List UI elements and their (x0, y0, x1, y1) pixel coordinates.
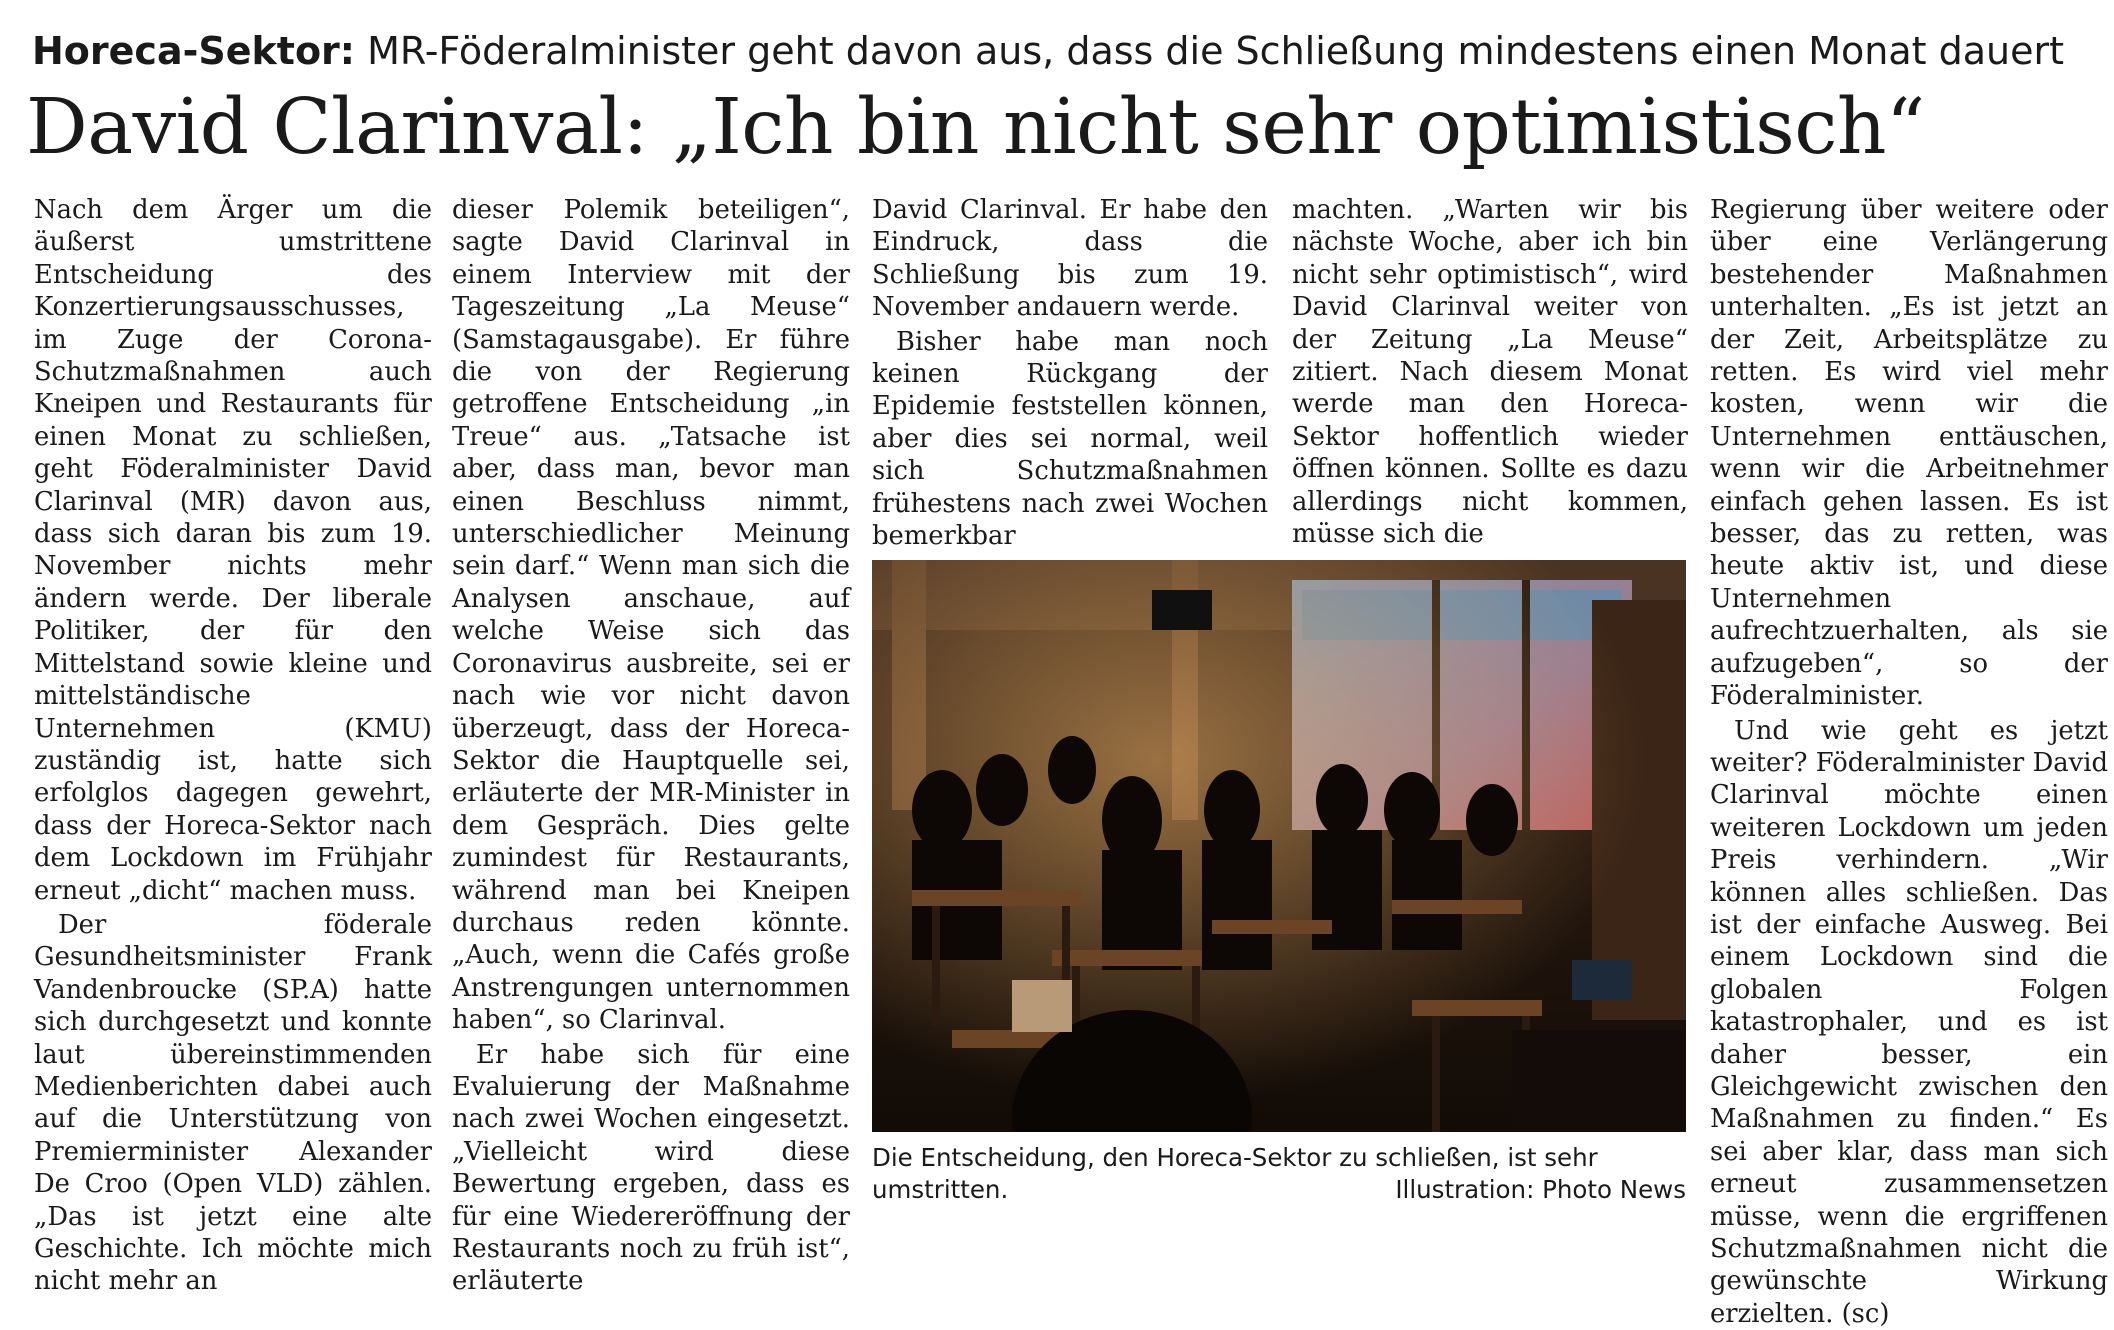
paragraph: Und wie geht es jetzt weiter? Föderalminister David Clarinval möchte einen weiteren Lockdown um jeden Preis verhindern. „Wir können alles schließen. Das ist der einfache Ausweg. Bei einem Lockdown sind die globalen Folgen katastrophaler, und es ist daher besser, ein Gleichgewicht zwischen den Maßnahmen zu finden.“ Es sei aber klar, dass man sich erneut zusammensetzen müsse, wenn die ergriffenen Schutzmaßnahmen nicht die gewünschte Wirkung erzielten. (sc) (1710, 715, 2108, 1330)
article-column-2 (452, 194, 850, 1298)
kicker-line (32, 26, 2082, 76)
photo-credit: Illustration: Photo News (1395, 1174, 1686, 1206)
kicker-text: MR-Föderalminister geht davon aus, dass die Schließung mindestens einen Monat dauert (355, 29, 2064, 73)
article-column-4 (1292, 194, 1688, 550)
kicker-label: Horeca-Sektor: (32, 29, 355, 73)
paragraph: David Clarinval. Er habe den Eindruck, dass die Schließung bis zum 19. November andauern werde. (872, 194, 1268, 324)
headline: David Clarinval: „Ich bin nicht sehr optimistisch“ (26, 80, 2086, 176)
paragraph: Regierung über weitere oder über eine Verlängerung bestehender Maßnahmen unterhalten. „Es ist jetzt an der Zeit, Arbeitsplätze zu retten. Es wird viel mehr kosten, wenn wir die Unternehmen enttäuschen, wenn wir die Arbeitnehmer einfach gehen lassen. Es ist besser, das zu retten, was heute aktiv ist, und diese Unternehmen aufrechtzuerhalten, als sie aufzugeben“, so der Föderalminister. (1710, 194, 2108, 713)
paragraph: Bisher habe man noch keinen Rückgang der Epidemie feststellen können, aber dies sei normal, weil sich Schutzmaßnahmen frühestens nach zwei Wochen bemerkbar (872, 326, 1268, 553)
restaurant-interior-illustration (872, 560, 1686, 1132)
paragraph: Nach dem Ärger um die äußerst umstrittene Entscheidung des Konzertierungsausschusses, im Zuge der Corona-Schutzmaßnahmen auch Kneipen und Restaurants für einen Monat zu schließen, geht Föderalminister David Clarinval (MR) davon aus, dass sich daran bis zum 19. November nichts mehr ändern werde. Der liberale Politiker, der für den Mittelstand sowie kleine und mittelständische Unternehmen (KMU) zuständig ist, hatte sich erfolglos dagegen gewehrt, dass der Horeca-Sektor nach dem Lockdown im Frühjahr erneut „dicht“ machen muss. (34, 194, 432, 907)
photo-caption (872, 1142, 1686, 1206)
restaurant-photo (872, 560, 1686, 1132)
paragraph: machten. „Warten wir bis nächste Woche, aber ich bin nicht sehr optimistisch“, wird David Clarinval weiter von der Zeitung „La Meuse“ zitiert. Nach diesem Monat werde man den Horeca-Sektor hoffentlich wieder öffnen können. Sollte es dazu allerdings nicht kommen, müsse sich die (1292, 194, 1688, 550)
paragraph: Er habe sich für eine Evaluierung der Maßnahme nach zwei Wochen eingesetzt. „Vielleicht wird diese Bewertung ergeben, dass es für eine Wiedereröffnung der Restaurants noch zu früh ist“, erläuterte (452, 1039, 850, 1298)
paragraph: dieser Polemik beteiligen“, sagte David Clarinval in einem Interview mit der Tageszeitung „La Meuse“ (Samstagausgabe). Er führe die von der Regierung getroffene Entscheidung „in Treue“ aus. „Tatsache ist aber, dass man, bevor man einen Beschluss nimmt, unterschiedlicher Meinung sein darf.“ Wenn man sich die Analysen anschaue, auf welche Weise sich das Coronavirus ausbreite, sei er nach wie vor nicht davon überzeugt, dass der Horeca-Sektor die Hauptquelle sei, erläuterte der MR-Minister in dem Gespräch. Dies gelte zumindest für Restaurants, während man bei Kneipen durchaus reden könnte. „Auch, wenn die Cafés große Anstrengungen unternommen haben“, so Clarinval. (452, 194, 850, 1037)
caption-text: Die Entscheidung, den Horeca-Sektor zu schließen, ist sehr umstritten. (872, 1143, 1598, 1204)
article-column-1 (34, 194, 432, 1298)
article-column-3 (872, 194, 1268, 552)
paragraph: Der föderale Gesundheitsminister Frank Vandenbroucke (SP.A) hatte sich durchgesetzt und konnte laut übereinstimmenden Medienberichten dabei auch auf die Unterstützung von Premierminister Alexander De Croo (Open VLD) zählen. „Das ist jetzt eine alte Geschichte. Ich möchte mich nicht mehr an (34, 909, 432, 1298)
article-column-5 (1710, 194, 2108, 1330)
